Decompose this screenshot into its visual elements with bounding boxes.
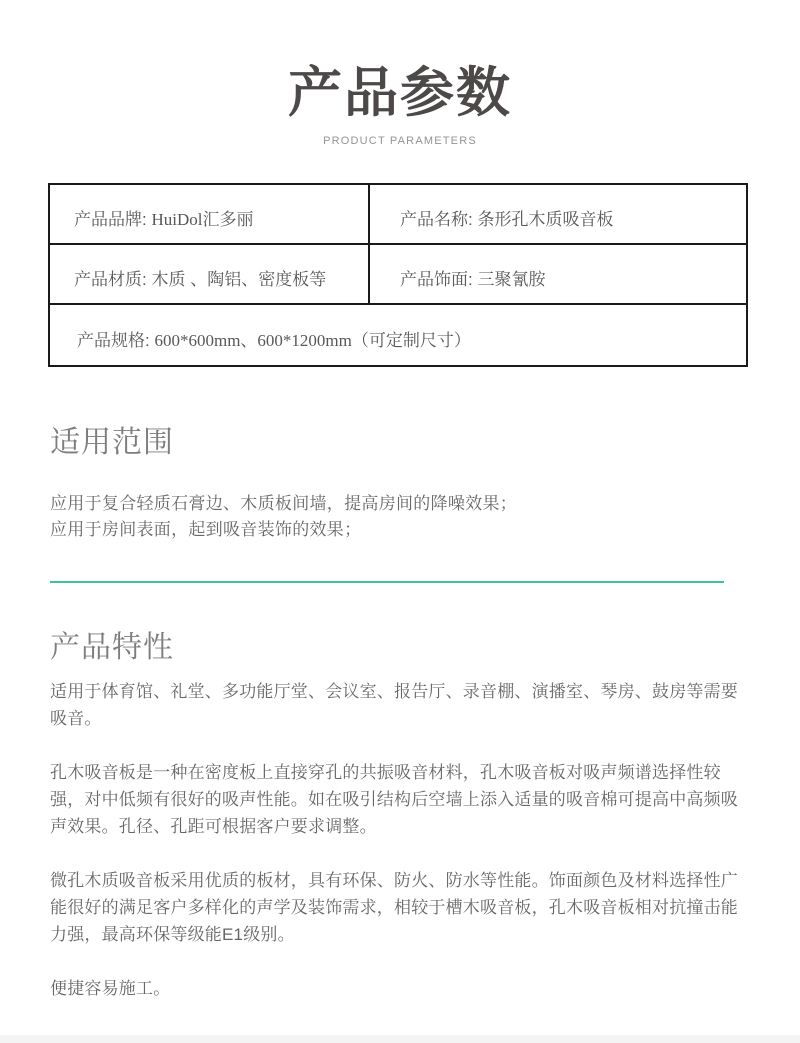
cell-value: 条形孔木质吸音板 (477, 209, 614, 229)
section-heading-scope: 适用范围 (50, 426, 174, 460)
feature-paragraph: 微孔木质吸音板采用优质的板材，具有环保、防火、防水等性能。饰面颜色及材料选择性广能很好的满足客户多样化的声学及装饰需求，相较于槽木吸音板，孔木吸音板相对抗撞击能力强，最高环保等级能E1级别。 (50, 871, 738, 945)
cell-label: 产品材质: (74, 269, 147, 289)
product-spec-table (48, 183, 748, 367)
page-title: 产品参数 (288, 63, 512, 123)
cell-label: 产品饰面: (400, 269, 473, 289)
cell-brand (49, 184, 369, 244)
feature-paragraph: 适用于体育馆、礼堂、多功能厅堂、会议室、报告厅、录音棚、演播室、琴房、鼓房等需要吸音。 (50, 682, 738, 729)
scope-text-line: 应用于房间表面，起到吸音装饰的效果； (50, 520, 362, 540)
cell-value: HuiDol汇多丽 (151, 209, 254, 229)
table-row (49, 244, 747, 304)
cell-value: 600*600mm、600*1200mm（可定制尺寸） (154, 330, 471, 350)
feature-paragraph: 孔木吸音板是一种在密度板上直接穿孔的共振吸音材料，孔木吸音板对吸声频谱选择性较强，对中低频有很好的吸声性能。如在吸引结构后空墙上添入适量的吸音棉可提高中高频吸声效果。孔径、孔距可根据客户要求调整。 (50, 763, 738, 837)
cell-specification (49, 304, 747, 366)
cell-label: 产品品牌: (74, 209, 147, 229)
features-text-block (0, 678, 800, 1002)
feature-paragraph: 便捷容易施工。 (50, 979, 171, 999)
page-subtitle: PRODUCT PARAMETERS (323, 135, 477, 148)
cell-material (49, 244, 369, 304)
green-divider (50, 581, 724, 583)
cell-product-name (369, 184, 747, 244)
table-row (49, 184, 747, 244)
cell-finish (369, 244, 747, 304)
scope-text-line: 应用于复合轻质石膏边、木质板间墙，提高房间的降噪效果； (50, 494, 518, 514)
cell-value: 三聚氰胺 (477, 269, 546, 289)
section-heading-features: 产品特性 (50, 631, 174, 665)
page-header (0, 0, 800, 147)
scope-text-block (50, 491, 800, 543)
table-row (49, 304, 747, 366)
cell-label: 产品规格: (77, 330, 150, 350)
cell-label: 产品名称: (400, 209, 473, 229)
bottom-section-edge (0, 1035, 800, 1043)
cell-value: 木质 、陶铝、密度板等 (151, 269, 327, 289)
